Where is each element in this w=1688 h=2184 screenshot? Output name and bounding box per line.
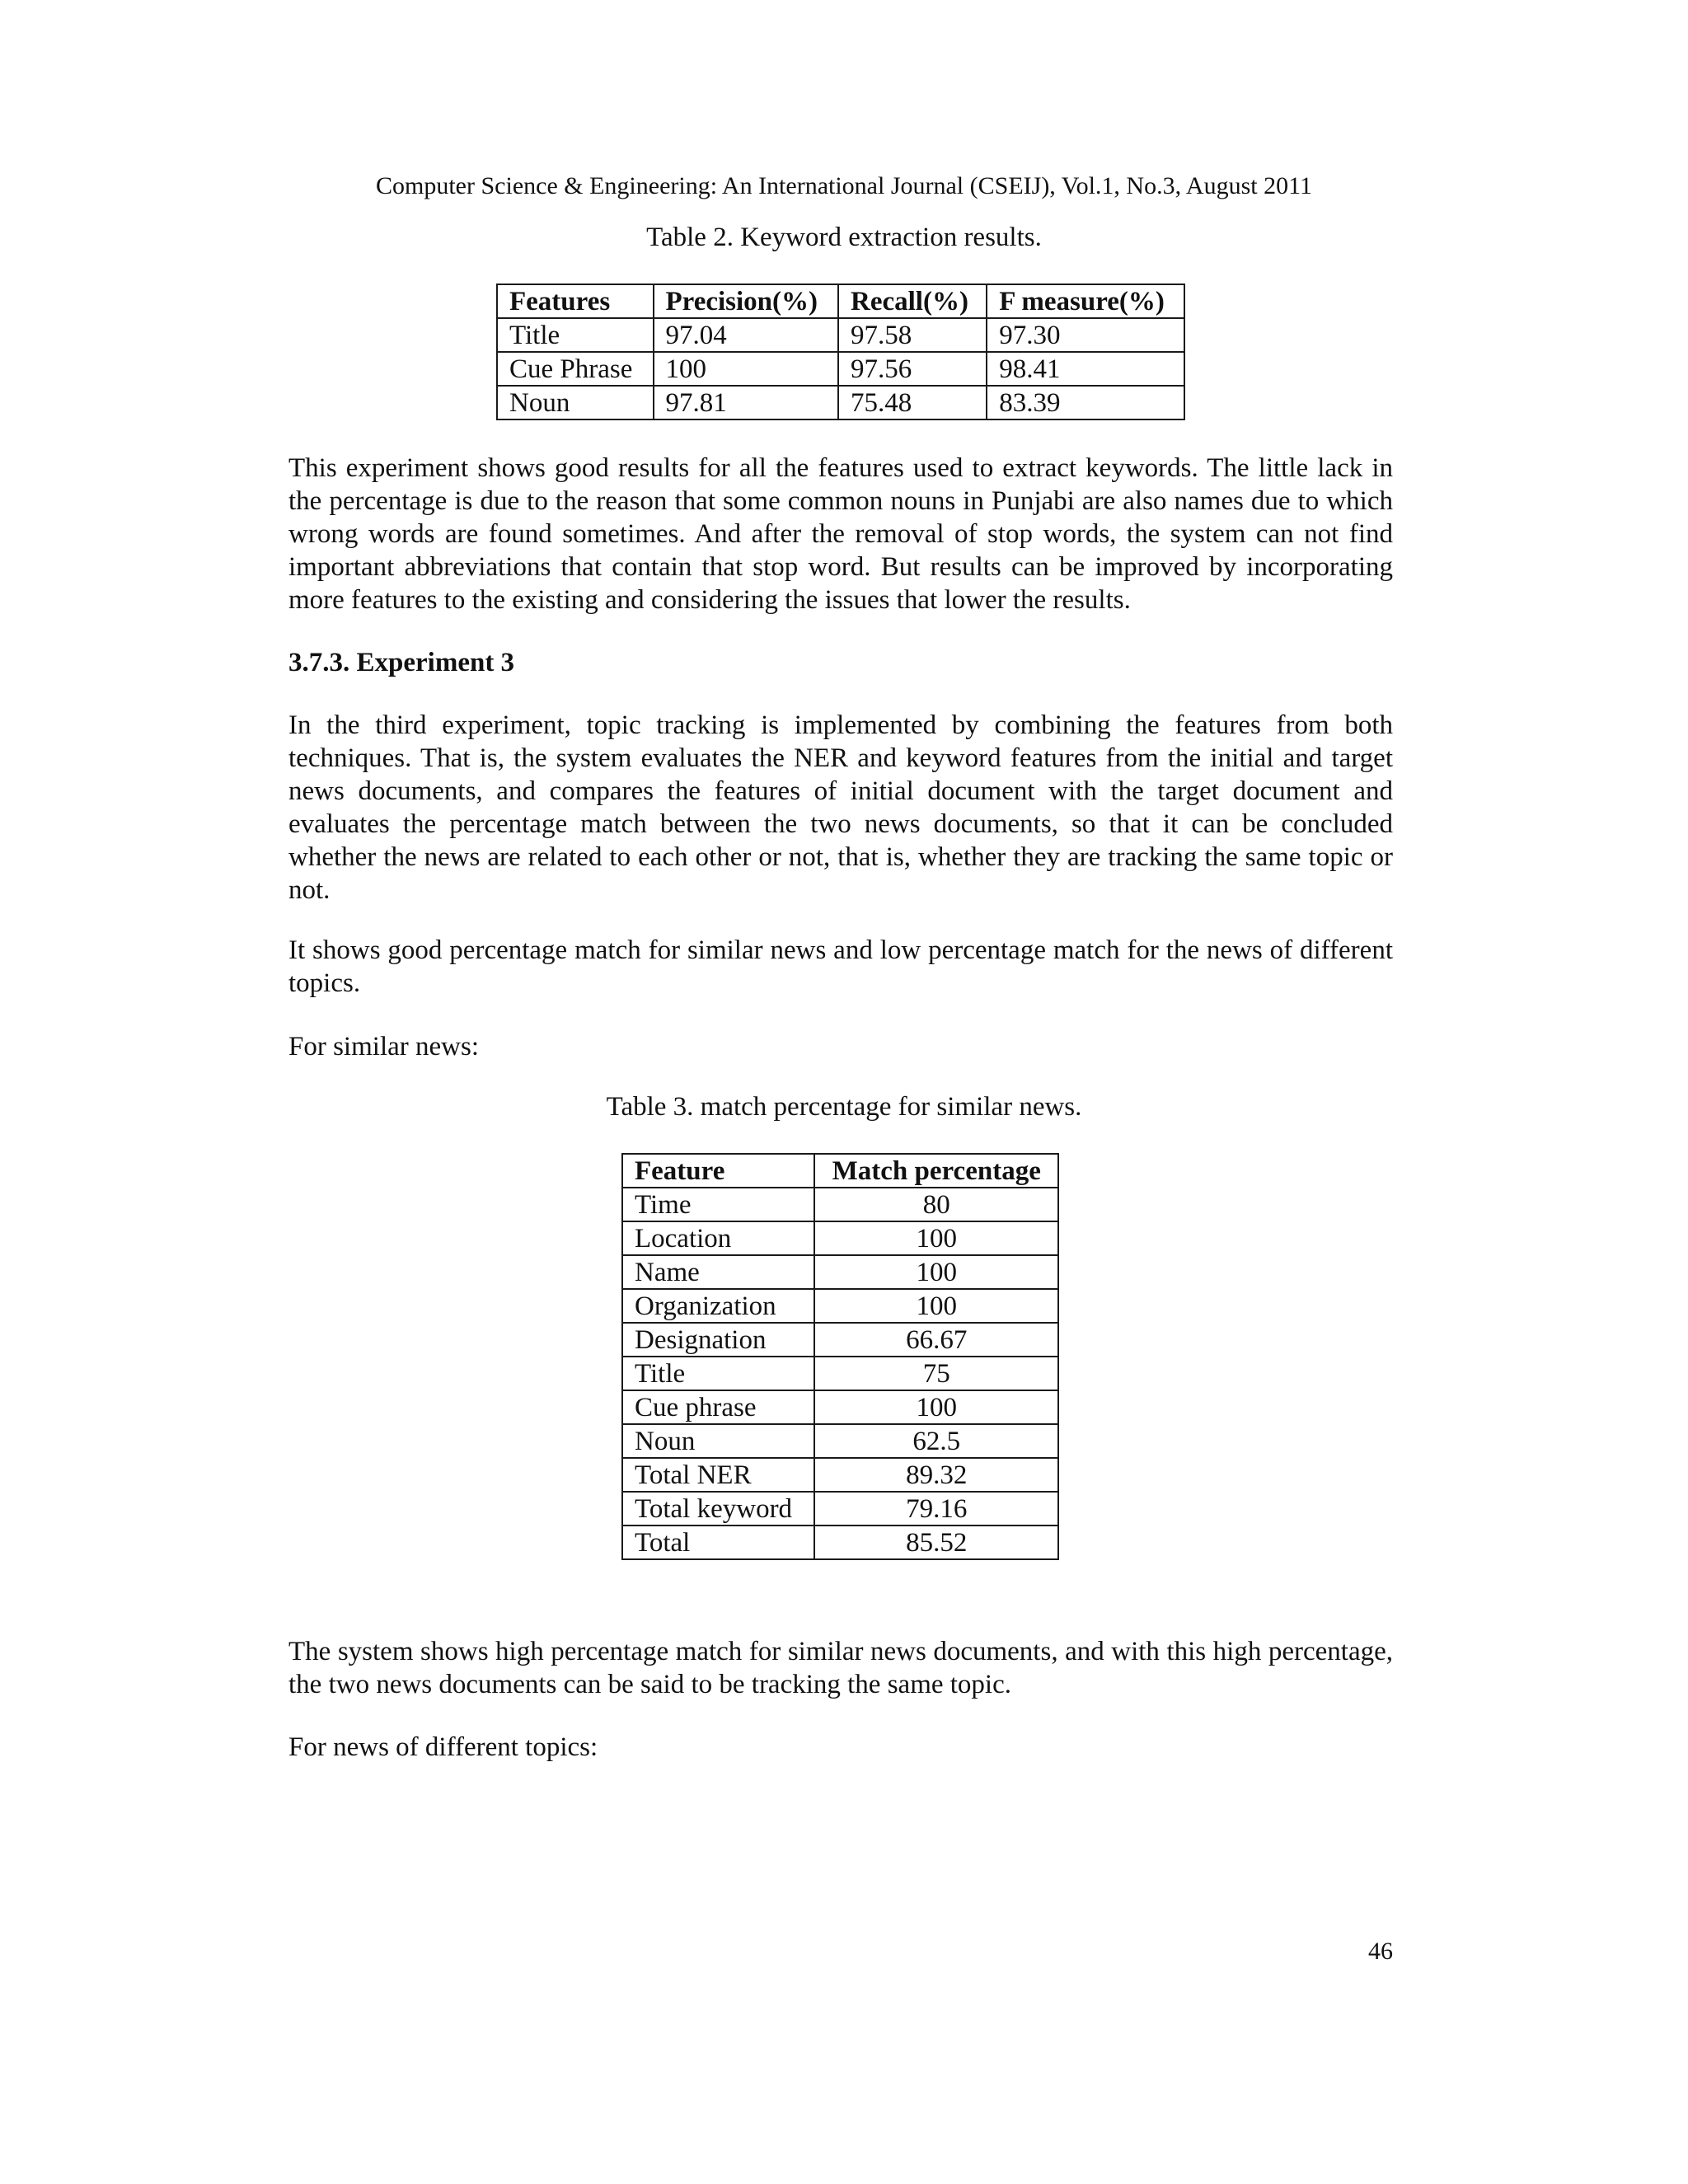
table-cell: 75 xyxy=(814,1357,1058,1390)
table-cell: Designation xyxy=(622,1323,814,1357)
table-cell: Name xyxy=(622,1255,814,1289)
table-cell: Title xyxy=(622,1357,814,1390)
table-cell: 85.52 xyxy=(814,1526,1058,1559)
table-cell: Time xyxy=(622,1188,814,1221)
paragraph-different-topics-label: For news of different topics: xyxy=(288,1732,598,1762)
table-cell: 100 xyxy=(814,1221,1058,1255)
table-cell: 89.32 xyxy=(814,1458,1058,1492)
table-row xyxy=(622,1492,1058,1526)
table-cell: 62.5 xyxy=(814,1424,1058,1458)
paragraph-keyword-results: This experiment shows good results for all the features used to extract keywords. The little lack in the percentage is due to the reason that some common nouns in Punjabi are also names due to which wrong words are found sometimes. And after the removal of stop words, the system can not find important abbreviations that contain that stop word. But results can be improved by incorporating more features to the existing and considering the issues that lower the results. xyxy=(288,453,1393,615)
table-row xyxy=(622,1357,1058,1390)
column-header: Recall(%) xyxy=(838,284,987,318)
section-heading: 3.7.3. Experiment 3 xyxy=(288,648,515,677)
table-cell: Total NER xyxy=(622,1458,814,1492)
table-cell: Cue phrase xyxy=(622,1390,814,1424)
table-cell: 100 xyxy=(654,352,839,386)
table-row xyxy=(497,352,1184,386)
table3-caption: Table 3. match percentage for similar news. xyxy=(606,1092,1082,1122)
table-cell: 97.30 xyxy=(987,318,1184,352)
table-cell: Organization xyxy=(622,1289,814,1323)
table-row xyxy=(622,1458,1058,1492)
column-header: Features xyxy=(497,284,654,318)
table-row xyxy=(497,386,1184,419)
table-cell: Noun xyxy=(622,1424,814,1458)
column-header: Precision(%) xyxy=(654,284,839,318)
column-header: Feature xyxy=(622,1154,814,1188)
table-cell: 100 xyxy=(814,1289,1058,1323)
column-header: F measure(%) xyxy=(987,284,1184,318)
paragraph-percentage-match: It shows good percentage match for similar news and low percentage match for the news of different topics. xyxy=(288,935,1393,998)
table-cell: Total keyword xyxy=(622,1492,814,1526)
table-cell: 100 xyxy=(814,1255,1058,1289)
table-cell: Noun xyxy=(497,386,654,419)
table-row xyxy=(622,1255,1058,1289)
table-row xyxy=(622,1526,1058,1559)
table-row xyxy=(622,1221,1058,1255)
paragraph-high-match: The system shows high percentage match for similar news documents, and with this high percentage, the two news documents can be said to be tracking the same topic. xyxy=(288,1637,1393,1699)
table-header-row xyxy=(622,1154,1058,1188)
table-row xyxy=(622,1424,1058,1458)
running-header: Computer Science & Engineering: An International Journal (CSEIJ), Vol.1, No.3, August 2011 xyxy=(376,172,1312,199)
table-cell: 100 xyxy=(814,1390,1058,1424)
table-cell: Title xyxy=(497,318,654,352)
column-header: Match percentage xyxy=(814,1154,1058,1188)
table-header-row xyxy=(497,284,1184,318)
table-cell: 97.04 xyxy=(654,318,839,352)
table-cell: Cue Phrase xyxy=(497,352,654,386)
table-cell: 80 xyxy=(814,1188,1058,1221)
table-cell: Location xyxy=(622,1221,814,1255)
table-cell: 98.41 xyxy=(987,352,1184,386)
page-number: 46 xyxy=(1368,1938,1393,1965)
table-cell: 79.16 xyxy=(814,1492,1058,1526)
table-row xyxy=(622,1289,1058,1323)
table-row xyxy=(497,318,1184,352)
table-cell: 97.56 xyxy=(838,352,987,386)
table-cell: 66.67 xyxy=(814,1323,1058,1357)
table-cell: 97.81 xyxy=(654,386,839,419)
paragraph-experiment-3: In the third experiment, topic tracking is implemented by combining the features from both techniques. That is, the system evaluates the NER and keyword features from the initial and target news documents, and compares the features of initial document with the target document and evaluates the percentage match between the two news documents, so that it can be concluded whether the news are related to each other or not, that is, whether they are tracking the same topic or not. xyxy=(288,710,1393,905)
table-row xyxy=(622,1323,1058,1357)
match-percentage-table xyxy=(621,1153,1059,1560)
keyword-extraction-table xyxy=(496,284,1185,420)
table-row xyxy=(622,1390,1058,1424)
table2-caption: Table 2. Keyword extraction results. xyxy=(646,223,1042,252)
table-cell: 97.58 xyxy=(838,318,987,352)
paragraph-similar-news-label: For similar news: xyxy=(288,1032,479,1062)
table-cell: 75.48 xyxy=(838,386,987,419)
table-cell: 83.39 xyxy=(987,386,1184,419)
table-row xyxy=(622,1188,1058,1221)
table-cell: Total xyxy=(622,1526,814,1559)
